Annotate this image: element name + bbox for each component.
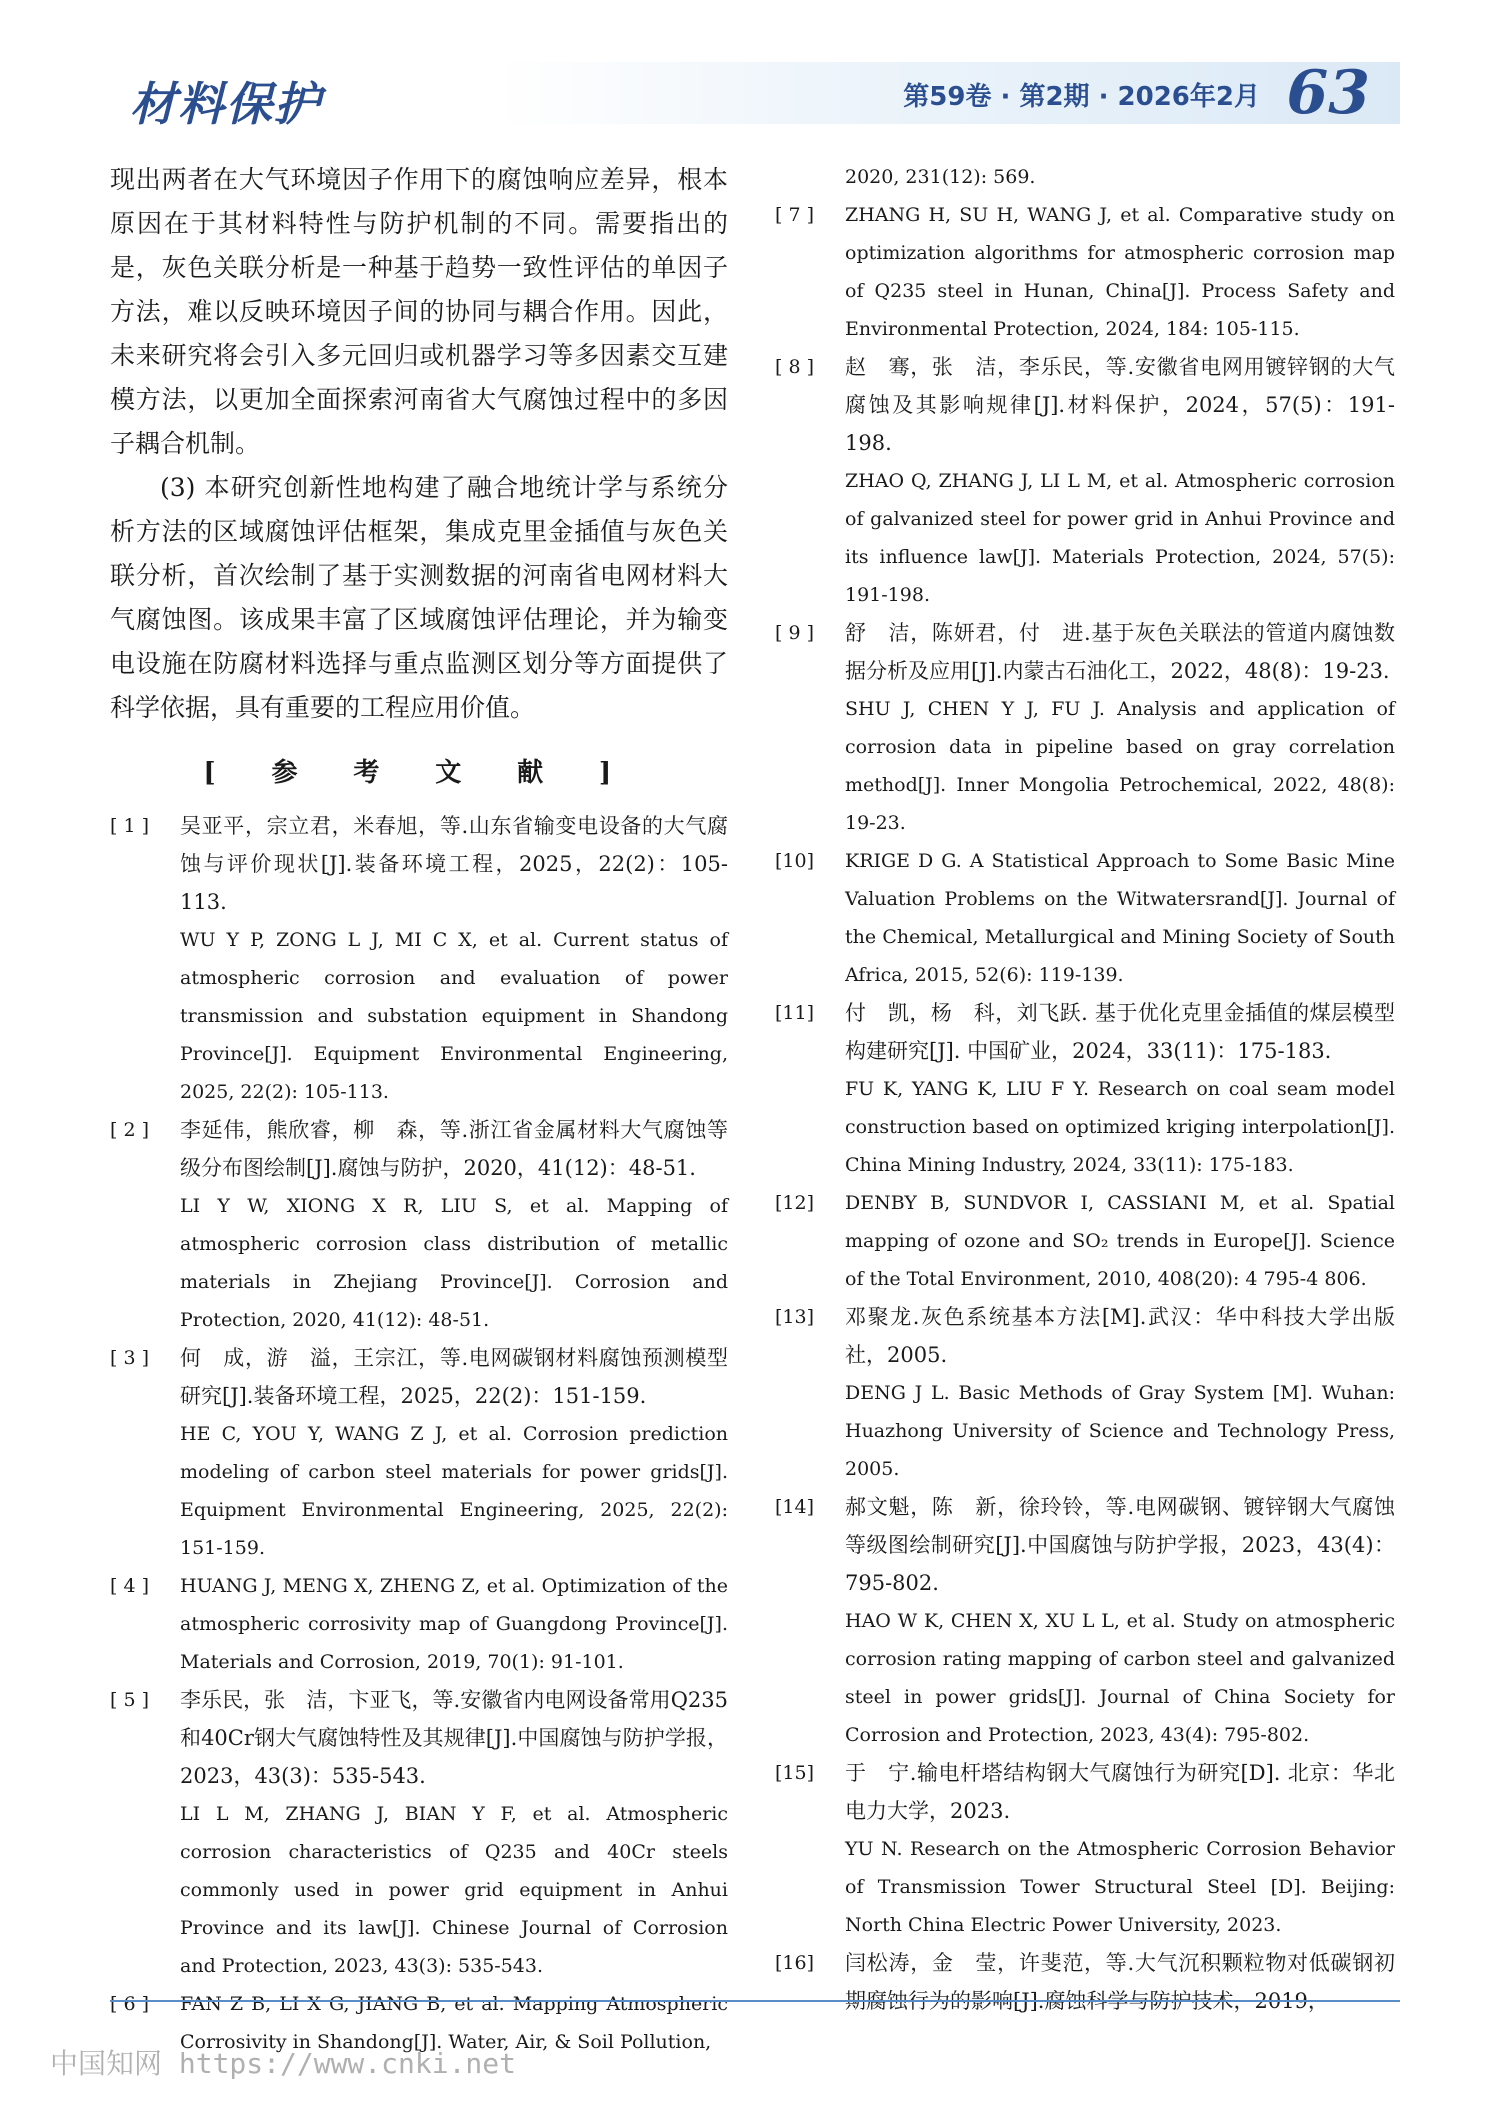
page-number: 63 — [1286, 58, 1370, 128]
reference-number: [ 8 ] — [775, 356, 814, 378]
reference-english: LI L M, ZHANG J, BIAN Y F, et al. Atmospheric corrosion characteristics of Q235 and 40Cr steels commonly used in power grid equipment in Anhui Province and its law[J]. Chinese Journal of Corrosion and Protection, 2023, 43(3): 535-543. — [180, 1803, 728, 1977]
body-paragraph-1: 现出两者在大气环境因子作用下的腐蚀响应差异，根本原因在于其材料特性与防护机制的不同。需要指出的是，灰色关联分析是一种基于趋势一致性评估的单因子方法，难以反映环境因子间的协同与耦合作用。因此，未来研究将会引入多元回归或机器学习等多因素交互建模方法，以更加全面探索河南省大气腐蚀过程中的多因子耦合机制。 — [110, 165, 728, 458]
reference-number: [16] — [775, 1952, 815, 1974]
reference-body — [180, 1567, 728, 1681]
reference-body — [845, 1944, 1395, 2020]
references-heading: [ 参 考 文 献 ] — [203, 758, 635, 788]
reference-entry — [110, 1567, 728, 1681]
reference-number: [14] — [775, 1496, 815, 1518]
reference-english: ZHANG H, SU H, WANG J, et al. Comparative study on optimization algorithms for atmospheric corrosion map of Q235 steel in Hunan, China[J]. Process Safety and Environmental Protection, 2024, 184: 105-115. — [845, 204, 1395, 340]
reference-chinese: 邓聚龙.灰色系统基本方法[M].武汉：华中科技大学出版社，2005. — [845, 1305, 1395, 1367]
reference-number: [ 3 ] — [110, 1347, 149, 1369]
reference-chinese: 舒 洁，陈妍君，付 进.基于灰色关联法的管道内腐蚀数据分析及应用[J].内蒙古石油化工，2022，48(8)：19-23. — [845, 621, 1395, 683]
reference-body — [845, 158, 1395, 196]
reference-body — [845, 1298, 1395, 1488]
reference-chinese: 何 成，游 溢，王宗江，等.电网碳钢材料腐蚀预测模型研究[J].装备环境工程，2025，22(2)：151-159. — [180, 1346, 728, 1408]
reference-body — [180, 807, 728, 1111]
reference-english: LI Y W, XIONG X R, LIU S, et al. Mapping of atmospheric corrosion class distribution of metallic materials in Zhejiang Province[J]. Corrosion and Protection, 2020, 41(12): 48-51. — [180, 1195, 728, 1331]
reference-entry — [775, 1298, 1395, 1488]
reference-chinese: 闫松涛，金 莹，许斐范，等.大气沉积颗粒物对低碳钢初期腐蚀行为的影响[J].腐蚀科学与防护技术，2019， — [845, 1951, 1395, 2013]
reference-english: HE C, YOU Y, WANG Z J, et al. Corrosion prediction modeling of carbon steel materials for power grids[J]. Equipment Environmental Engineering, 2025, 22(2): 151-159. — [180, 1423, 728, 1559]
reference-body — [180, 1339, 728, 1567]
reference-number: [15] — [775, 1762, 815, 1784]
references-list-right — [775, 158, 1395, 2020]
reference-number: [ 5 ] — [110, 1689, 149, 1711]
reference-number: [ 7 ] — [775, 204, 814, 226]
reference-body — [845, 1184, 1395, 1298]
reference-english: FAN Z B, LI X G, JIANG B, et al. Mapping Atmospheric Corrosivity in Shandong[J]. Water, Air, & Soil Pollution, — [180, 1993, 728, 2053]
reference-entry — [775, 842, 1395, 994]
reference-english: SHU J, CHEN Y J, FU J. Analysis and application of corrosion data in pipeline based on gray correlation method[J]. Inner Mongolia Petrochemical, 2022, 48(8): 19-23. — [845, 698, 1395, 834]
reference-number: [11] — [775, 1002, 815, 1024]
reference-english: ZHAO Q, ZHANG J, LI L M, et al. Atmospheric corrosion of galvanized steel for power grid in Anhui Province and its influence law[J]. Materials Protection, 2024, 57(5): 191-198. — [845, 470, 1395, 606]
reference-number: [10] — [775, 850, 815, 872]
left-column — [110, 158, 728, 2061]
reference-chinese: 赵 骞，张 洁，李乐民，等.安徽省电网用镀锌钢的大气腐蚀及其影响规律[J].材料保护，2024，57(5)：191-198. — [845, 355, 1395, 455]
reference-body — [845, 994, 1395, 1184]
reference-entry — [775, 196, 1395, 348]
reference-number: [13] — [775, 1306, 815, 1328]
reference-entry — [775, 1488, 1395, 1754]
reference-body — [845, 1754, 1395, 1944]
reference-body — [845, 842, 1395, 994]
reference-entry — [775, 614, 1395, 842]
reference-chinese: 付 凯，杨 科，刘飞跃. 基于优化克里金插值的煤层模型构建研究[J]. 中国矿业，2024，33(11)：175-183. — [845, 1001, 1395, 1063]
reference-english: DENG J L. Basic Methods of Gray System [M]. Wuhan: Huazhong University of Science and Technology Press, 2005. — [845, 1382, 1395, 1480]
reference-english: KRIGE D G. A Statistical Approach to Some Basic Mine Valuation Problems on the Witwatersrand[J]. Journal of the Chemical, Metallurgical and Mining Society of South Africa, 2015, 52(6): 119-139. — [845, 850, 1395, 986]
reference-number: [ 6 ] — [110, 1993, 149, 2015]
reference-chinese: 李乐民，张 洁，卞亚飞，等.安徽省内电网设备常用Q235和40Cr钢大气腐蚀特性及其规律[J].中国腐蚀与防护学报，2023，43(3)：535-543. — [180, 1688, 728, 1788]
reference-chinese: 郝文魁，陈 新，徐玲铃，等.电网碳钢、镀锌钢大气腐蚀等级图绘制研究[J].中国腐蚀与防护学报，2023，43(4)：795-802. — [845, 1495, 1395, 1595]
reference-english: HAO W K, CHEN X, XU L L, et al. Study on atmospheric corrosion rating mapping of carbon steel and galvanized steel in power grids[J]. Journal of China Society for Corrosion and Protection, 2023, 43(4): 795-802. — [845, 1610, 1395, 1746]
right-column — [775, 158, 1395, 2020]
reference-entry — [775, 158, 1395, 196]
reference-body — [845, 348, 1395, 614]
reference-chinese: 于 宁.输电杆塔结构钢大气腐蚀行为研究[D]. 北京：华北电力大学，2023. — [845, 1761, 1395, 1823]
reference-number: [12] — [775, 1192, 815, 1214]
reference-entry — [110, 1111, 728, 1339]
cnki-watermark: 中国知网 https://www.cnki.net — [50, 2047, 517, 2080]
references-list-left — [110, 807, 728, 2061]
issue-info: 第59卷 · 第2期 · 2026年2月 — [903, 82, 1260, 112]
reference-number: [ 9 ] — [775, 622, 814, 644]
reference-entry — [775, 1944, 1395, 2020]
reference-entry — [775, 1184, 1395, 1298]
journal-logo: 材料保护 — [130, 77, 322, 131]
reference-entry — [110, 1681, 728, 1985]
reference-number: [ 4 ] — [110, 1575, 149, 1597]
reference-english: WU Y P, ZONG L J, MI C X, et al. Current status of atmospheric corrosion and evaluation of power transmission and substation equipment in Shandong Province[J]. Equipment Environmental Engineering, 2025, 22(2): 105-113. — [180, 929, 728, 1103]
reference-entry — [110, 1339, 728, 1567]
reference-number: [ 1 ] — [110, 815, 149, 837]
footer-rule — [110, 2000, 1400, 2002]
reference-chinese: 吴亚平，宗立君，米春旭，等.山东省输变电设备的大气腐蚀与评价现状[J].装备环境工程，2025，22(2)：105-113. — [180, 814, 728, 914]
reference-number: [ 2 ] — [110, 1119, 149, 1141]
reference-entry — [775, 1754, 1395, 1944]
reference-entry — [110, 807, 728, 1111]
reference-body — [180, 1111, 728, 1339]
reference-english: FU K, YANG K, LIU F Y. Research on coal seam model construction based on optimized kriging interpolation[J]. China Mining Industry, 2024, 33(11): 175-183. — [845, 1078, 1395, 1176]
reference-number — [775, 158, 845, 196]
reference-chinese: 李延伟，熊欣睿，柳 森，等.浙江省金属材料大气腐蚀等级分布图绘制[J].腐蚀与防护，2020，41(12)：48-51. — [180, 1118, 728, 1180]
reference-body — [845, 614, 1395, 842]
page-header — [110, 58, 1400, 131]
reference-english: HUANG J, MENG X, ZHENG Z, et al. Optimization of the atmospheric corrosivity map of Guangdong Province[J]. Materials and Corrosion, 2019, 70(1): 91-101. — [180, 1575, 728, 1673]
body-paragraph-2: (3) 本研究创新性地构建了融合地统计学与系统分析方法的区域腐蚀评估框架，集成克里金插值与灰色关联分析，首次绘制了基于实测数据的河南省电网材料大气腐蚀图。该成果丰富了区域腐蚀评估理论，并为输变电设施在防腐材料选择与重点监测区划分等方面提供了科学依据，具有重要的工程应用价值。 — [110, 473, 728, 722]
reference-english: 2020, 231(12): 569. — [845, 166, 1036, 188]
reference-english: YU N. Research on the Atmospheric Corrosion Behavior of Transmission Tower Structural Steel [D]. Beijing: North China Electric Power University, 2023. — [845, 1838, 1395, 1936]
reference-body — [180, 1681, 728, 1985]
reference-body — [845, 1488, 1395, 1754]
reference-entry — [775, 348, 1395, 614]
reference-english: DENBY B, SUNDVOR I, CASSIANI M, et al. Spatial mapping of ozone and SO₂ trends in Europe[J]. Science of the Total Environment, 2010, 408(20): 4 795-4 806. — [845, 1192, 1395, 1290]
reference-entry — [775, 994, 1395, 1184]
reference-body — [845, 196, 1395, 348]
